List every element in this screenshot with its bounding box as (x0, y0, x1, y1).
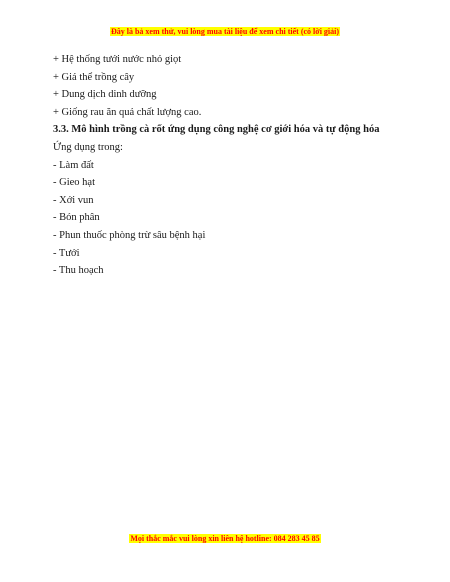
list-item: + Giống rau ăn quả chất lượng cao. (53, 106, 202, 118)
hotline-footer-text: Mọi thắc mắc vui lòng xin liên hệ hotline: 084 283 45 85 (130, 534, 320, 543)
section-intro: Ứng dụng trong: (53, 141, 123, 153)
preview-notice-text: Đây là bả xem thử, vui lòng mua tài liệu để xem chi tiết (có lời giải) (110, 27, 340, 36)
list-item: - Tưới (53, 247, 80, 259)
list-item: - Phun thuốc phòng trừ sâu bệnh hại (53, 229, 206, 241)
list-item: + Hệ thống tưới nước nhỏ giọt (53, 54, 182, 65)
list-item: - Làm đất (53, 159, 94, 171)
list-item: - Thu hoạch (53, 265, 104, 277)
preview-notice-banner (0, 26, 450, 37)
hotline-footer-banner (0, 533, 450, 544)
list-item: + Giá thể trồng cây (53, 71, 135, 83)
list-item: + Dung dịch dinh dưỡng (53, 89, 157, 101)
list-item: - Bón phân (53, 212, 100, 224)
document-body (53, 51, 413, 280)
list-item: - Xới vun (53, 194, 94, 206)
section-heading: 3.3. Mô hình trồng cà rốt ứng dụng công nghệ cơ giới hóa và tự động hóa (53, 124, 380, 136)
list-item: - Gieo hạt (53, 177, 95, 189)
